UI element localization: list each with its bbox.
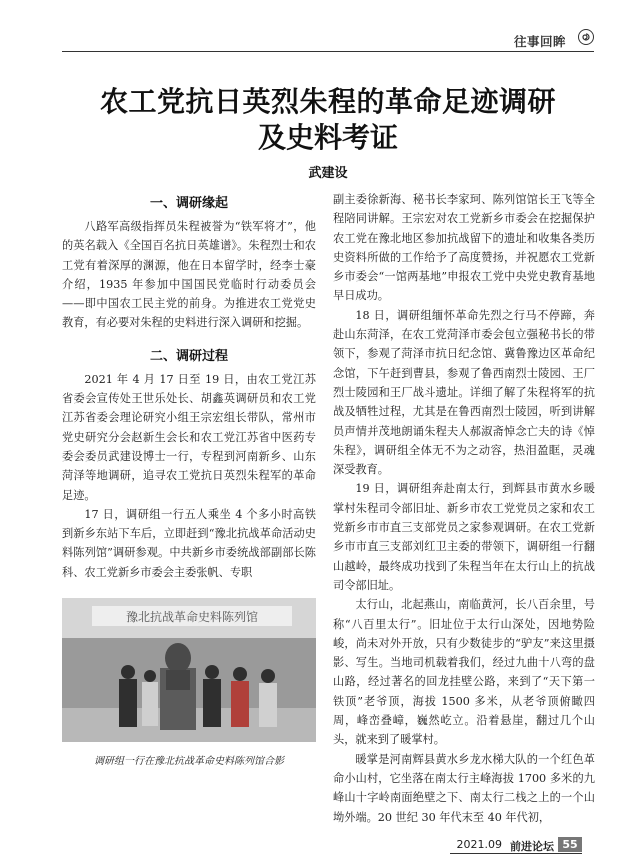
paragraph-day-19: 19 日，调研组奔赴南太行，到辉县市黄水乡暖掌村朱程司令部旧址、新乡市农工党党员之家和农工党新乡市市直三支部党员之家参观调研。在农工党新乡市市直三支部刘红卫主委的带领下，调研组一行翻山越岭，最终成功找到了朱程当年在太行山上的抗战司令部旧址。 xyxy=(333,482,595,592)
paragraph-process-overview: 2021 年 4 月 17 日至 19 日，由农工党江苏省委会宣传处王世乐处长、胡鑫英调研员和农工党江苏省委会理论研究小组王宗宏组长带队，常州市党史研究分会赵新生会长和农工党江苏省中医药专委会委员武建设博士一行，专程到河南新乡、山东菏泽等地调研，追寻农工党抗日英烈朱程军的革命足迹。 xyxy=(62,372,316,502)
section-heading-1: 一、调研缘起 xyxy=(149,196,228,211)
page-footer xyxy=(0,836,644,854)
spiral-logo-icon xyxy=(578,29,594,45)
photo-caption: 调研组一行在豫北抗战革命史料陈列馆合影 xyxy=(94,756,284,767)
paragraph-nuanzhang: 暖掌是河南辉县黄水乡龙水梯大队的一个红色革命小山村，它坐落在南太行主峰海拔 1700 多米的九峰山十字岭南面绝壁之下、南太行二栈之上的一个山坳外端。20 世纪 30 年代末至 40 年代初， xyxy=(333,752,595,824)
section-heading-2: 二、调研过程 xyxy=(149,348,228,364)
left-column xyxy=(62,190,316,582)
paragraph-intro: 八路军高级指挥员朱程被誉为“铁军将才”，他的英名载入《全国百名抗日英雄谱》。朱程烈士和农工党有着深厚的渊源，他在日本留学时，经李士豪介绍，1935 年参加中国国民党临时行动委员会——即中国农工民主党的前身。为推进农工党党史教育，有必要对朱程的史料进行深入调研和挖掘。 xyxy=(62,220,316,330)
issue-date: 2021.09 xyxy=(456,838,502,851)
right-column xyxy=(333,190,595,827)
page-header xyxy=(62,30,594,50)
paragraph-day-17-continued: 副主委徐新海、秘书长李家珂、陈列馆馆长王飞等全程陪同讲解。王宗宏对农工党新乡市委会在挖掘保护农工党在豫北地区参加抗战留下的遗址和收集各类历史资料所做的工作给予了高度赞扬，并祝愿农工党新乡市委会“一馆两基地”申报农工党中央党史教育基地早日成功。 xyxy=(333,193,595,303)
page-number: 55 xyxy=(558,837,582,852)
article-author: 武建设 xyxy=(308,166,348,181)
section-name: 往事回眸 xyxy=(513,34,566,49)
header-rule xyxy=(62,51,594,52)
paragraph-day-17: 17 日，调研组一行五人乘坐 4 个多小时高铁到新乡东站下车后，立即赶到“豫北抗战革命活动史料陈列馆”调研参观。中共新乡市委统战部副部长陈科、农工党新乡市委会主委张帆、专职 xyxy=(62,507,316,579)
paragraph-day-18: 18 日，调研组缅怀革命先烈之行马不停蹄，奔赴山东菏泽，在农工党菏泽市委会包立强秘书长的带领下，参观了菏泽市抗日纪念馆、冀鲁豫边区革命纪念馆，下午赶到曹县，参观了鲁西南烈士陵园、王厂烈士陵园和王厂战斗遗址。详细了解了朱程将军的抗战及牺牲过程，尤其是在鲁西南烈士陵园，听到讲解员声情并茂地朗诵朱程夫人郝淑斋悼念亡夫的诗《悼朱程》，调研组全体无不为之动容，热泪盈眶，灵魂深受教育。 xyxy=(333,308,595,477)
article-title-line-1: 农工党抗日英烈朱程的革命足迹调研 xyxy=(99,85,556,118)
photo-banner-text: 豫北抗战革命史料陈列馆 xyxy=(125,610,259,624)
magazine-name: 前进论坛 xyxy=(510,840,554,853)
paragraph-taihang: 太行山，北起燕山，南临黄河，长八百余里，号称“八百里太行”。旧址位于太行山深处，因地势险峻，尚未对外开放，只有少数徒步的“驴友”来这里摄影、写生。当地司机载着我们，经过九曲十八弯的盘山路，经过著名的回龙挂壁公路，来到了“天下第一铁顶”老爷顶，海拔 1500 多米，从老爷顶俯瞰四周，峰峦叠嶂，巍然屹立。沿着悬崖，翻过几个山头，就来到了暖掌村。 xyxy=(333,598,595,747)
group-photo xyxy=(62,598,316,742)
article-title-line-2: 及史料考证 xyxy=(257,121,398,154)
